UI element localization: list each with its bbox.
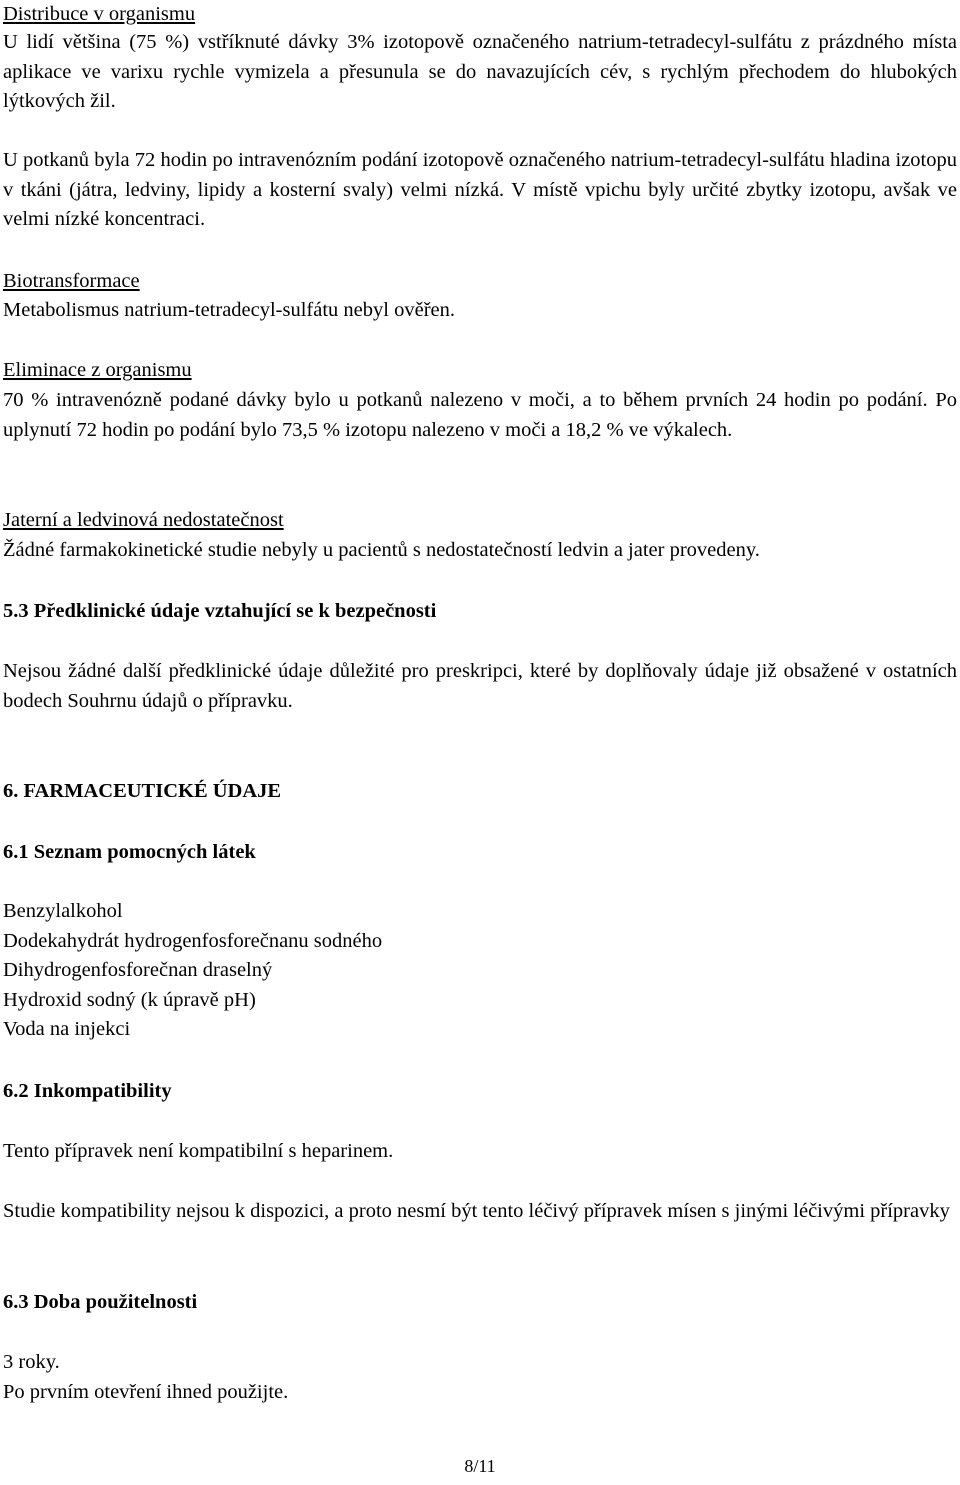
shelf-life-text	[3, 1348, 957, 1407]
section-6-heading: 6. FARMACEUTICKÉ ÚDAJE	[3, 780, 282, 802]
list-item: Dihydrogenfosforečnan draselný	[3, 959, 273, 981]
page-number: 8/11	[464, 1456, 496, 1476]
biotransformation-text: Metabolismus natrium-tetradecyl-sulfátu nebyl ověřen.	[3, 299, 456, 321]
incompatibility-text-2: Studie kompatibility nejsou k dispozici, a proto nesmí být tento léčivý přípravek mísen s jinými léčivými přípravky	[3, 1200, 950, 1222]
insufficiency-text: Žádné farmakokinetické studie nebyly u pacientů s nedostatečností ledvin a jater provedeny.	[3, 539, 760, 561]
biotransformation-heading: Biotransformace	[3, 270, 140, 292]
incompatibility-text-1: Tento přípravek není kompatibilní s heparinem.	[3, 1140, 394, 1162]
insufficiency-heading: Jaterní a ledvinová nedostatečnost	[3, 509, 284, 531]
shelf-life-instruction: Po prvním otevření ihned použijte.	[3, 1380, 289, 1403]
list-item: Dodekahydrát hydrogenfosforečnanu sodného	[3, 929, 383, 952]
section-6-3-heading: 6.3 Doba použitelnosti	[3, 1291, 198, 1313]
elimination-text: 70 % intravenózně podané dávky bylo u potkanů nalezeno v moči, a to během prvních 24 hodin po podání. Po uplynutí 72 hodin po podání bylo 73,5 % izotopu nalezeno v moči a 18,2 % ve výkalech.	[3, 389, 957, 441]
section-5-3-heading: 5.3 Předklinické údaje vztahující se k bezpečnosti	[3, 600, 437, 622]
section-6-2-heading: 6.2 Inkompatibility	[3, 1080, 172, 1102]
list-item: Hydroxid sodný (k úpravě pH)	[3, 988, 256, 1011]
preclinical-text: Nejsou žádné další předklinické údaje důležité pro preskripci, které by doplňovaly údaje již obsažené v ostatních bodech Souhrnu údajů o přípravku.	[3, 660, 957, 712]
distribution-paragraph-1: U lidí většina (75 %) vstříknuté dávky 3% izotopově označeného natrium-tetradecyl-sulfátu z prázdného místa aplikace ve varixu rychle vymizela a přesunula se do navazujících cév, s rychlým přechodem do hlubokých lýtkových žil.	[3, 31, 957, 112]
list-item: Voda na injekci	[3, 1018, 131, 1040]
elimination-heading: Eliminace z organismu	[3, 359, 192, 381]
distribution-paragraph-2: U potkanů byla 72 hodin po intravenózním podání izotopově označeného natrium-tetradecyl-sulfátu hladina izotopu v tkáni (játra, ledviny, lipidy a kosterní svaly) velmi nízká. V místě vpichu byly určité zbytky izotopu, avšak ve velmi nízké koncentraci.	[3, 149, 957, 230]
section-6-1-heading: 6.1 Seznam pomocných látek	[3, 841, 256, 863]
distribution-heading: Distribuce v organismu	[3, 3, 196, 25]
excipients-list	[3, 897, 957, 1045]
list-item: Benzylalkohol	[3, 900, 123, 922]
shelf-life-duration: 3 roky.	[3, 1351, 60, 1373]
